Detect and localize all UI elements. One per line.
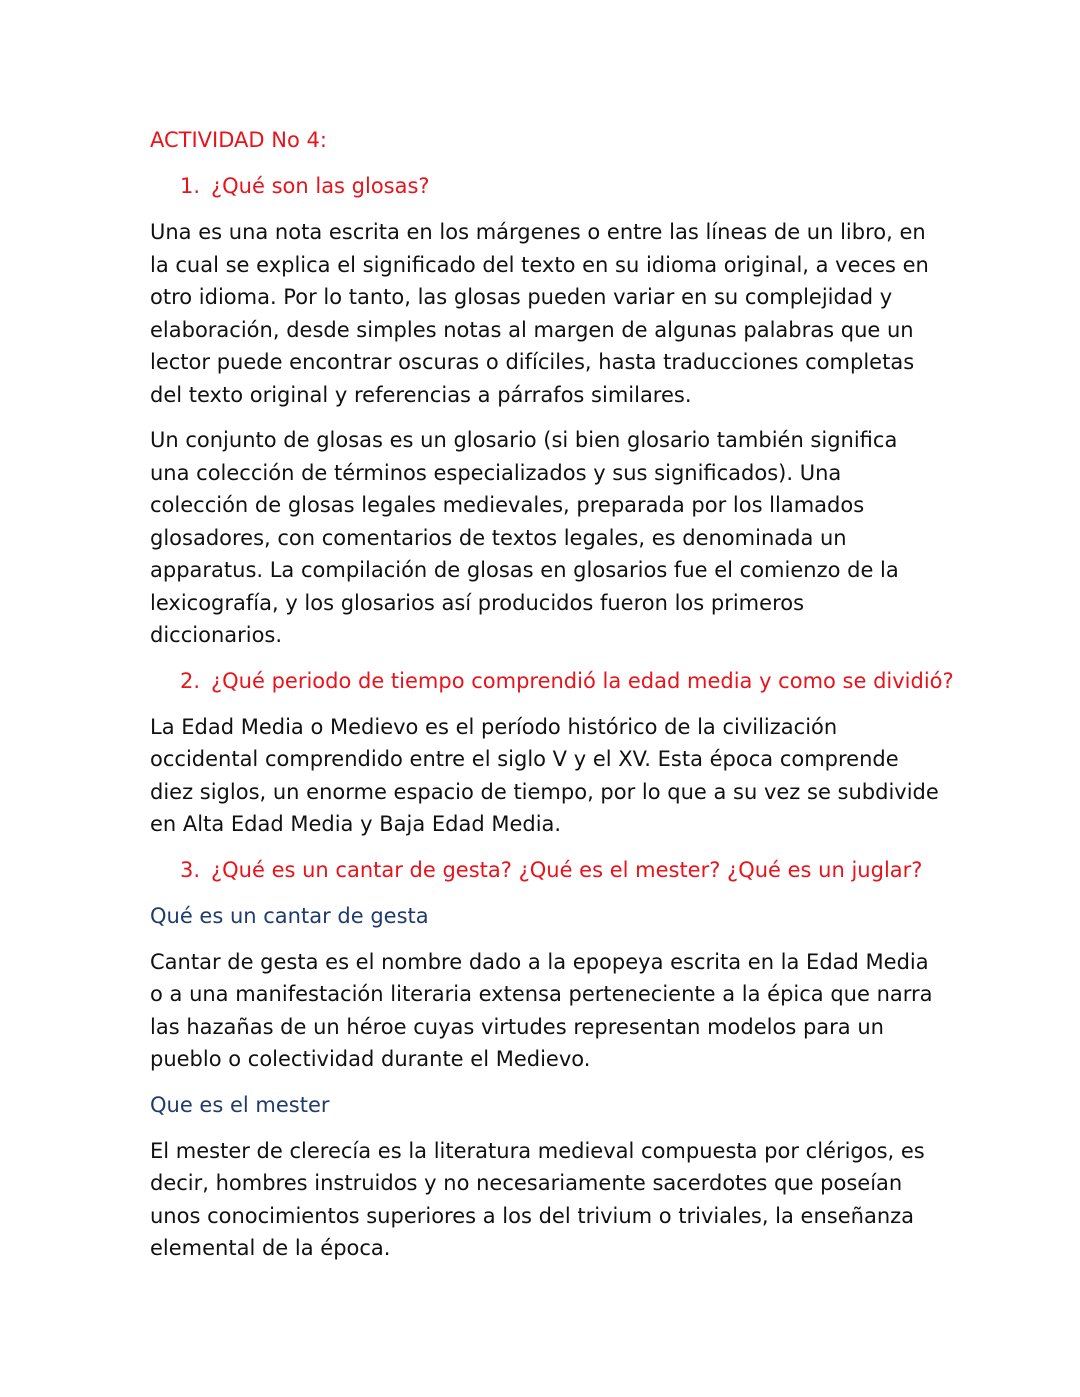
- subheading-cantar-de-gesta: Qué es un cantar de gesta: [150, 903, 429, 928]
- document-page: [150, 124, 954, 1278]
- question-number: 2.: [180, 668, 201, 693]
- question-text: ¿Qué periodo de tiempo comprendió la edad media y como se dividió?: [211, 668, 954, 693]
- answer-paragraph: El mester de clerecía es la literatura medieval compuesta por clérigos, es decir, hombres instruidos y no necesariamente sacerdotes que poseían unos conocimientos superiores a los del trivium o triviales, la enseñanza elemental de la época.: [150, 1138, 925, 1260]
- question-1: [150, 170, 940, 203]
- answer-paragraph: La Edad Media o Medievo es el período histórico de la civilización occidental comprendido entre el siglo V y el XV. Esta época comprende diez siglos, un enorme espacio de tiempo, por lo que a su vez se subdivide en Alta Edad Media y Baja Edad Media.: [150, 714, 939, 836]
- question-text: ¿Qué son las glosas?: [211, 174, 430, 198]
- answer-paragraph: Un conjunto de glosas es un glosario (si bien glosario también significa una colección de términos especializados y sus significados). Una colección de glosas legales medievales, preparada por los llamados glosadores, con comentarios de textos legales, es denominada un apparatus. La compilación de glosas en glosarios fue el comienzo de la lexicografía, y los glosarios así producidos fueron los primeros diccionarios.: [150, 428, 899, 647]
- question-number: 3.: [180, 857, 201, 882]
- question-text: ¿Qué es un cantar de gesta? ¿Qué es el mester? ¿Qué es un juglar?: [211, 857, 923, 882]
- answer-paragraph: Una es una nota escrita en los márgenes o entre las líneas de un libro, en la cual se explica el significado del texto en su idioma original, a veces en otro idioma. Por lo tanto, las glosas pueden variar en su complejidad y elaboración, desde simples notas al margen de algunas palabras que un lector puede encontrar oscuras o difíciles, hasta traducciones completas del texto original y referencias a párrafos similares.: [150, 220, 929, 407]
- question-number: 1.: [180, 174, 201, 198]
- subheading-mester: Que es el mester: [150, 1092, 330, 1117]
- activity-title: ACTIVIDAD No 4:: [150, 128, 327, 152]
- question-2: [150, 665, 954, 698]
- question-3: [150, 854, 940, 887]
- answer-paragraph: Cantar de gesta es el nombre dado a la epopeya escrita en la Edad Media o a una manifestación literaria extensa perteneciente a la épica que narra las hazañas de un héroe cuyas virtudes representan modelos para un pueblo o colectividad durante el Medievo.: [150, 949, 933, 1071]
